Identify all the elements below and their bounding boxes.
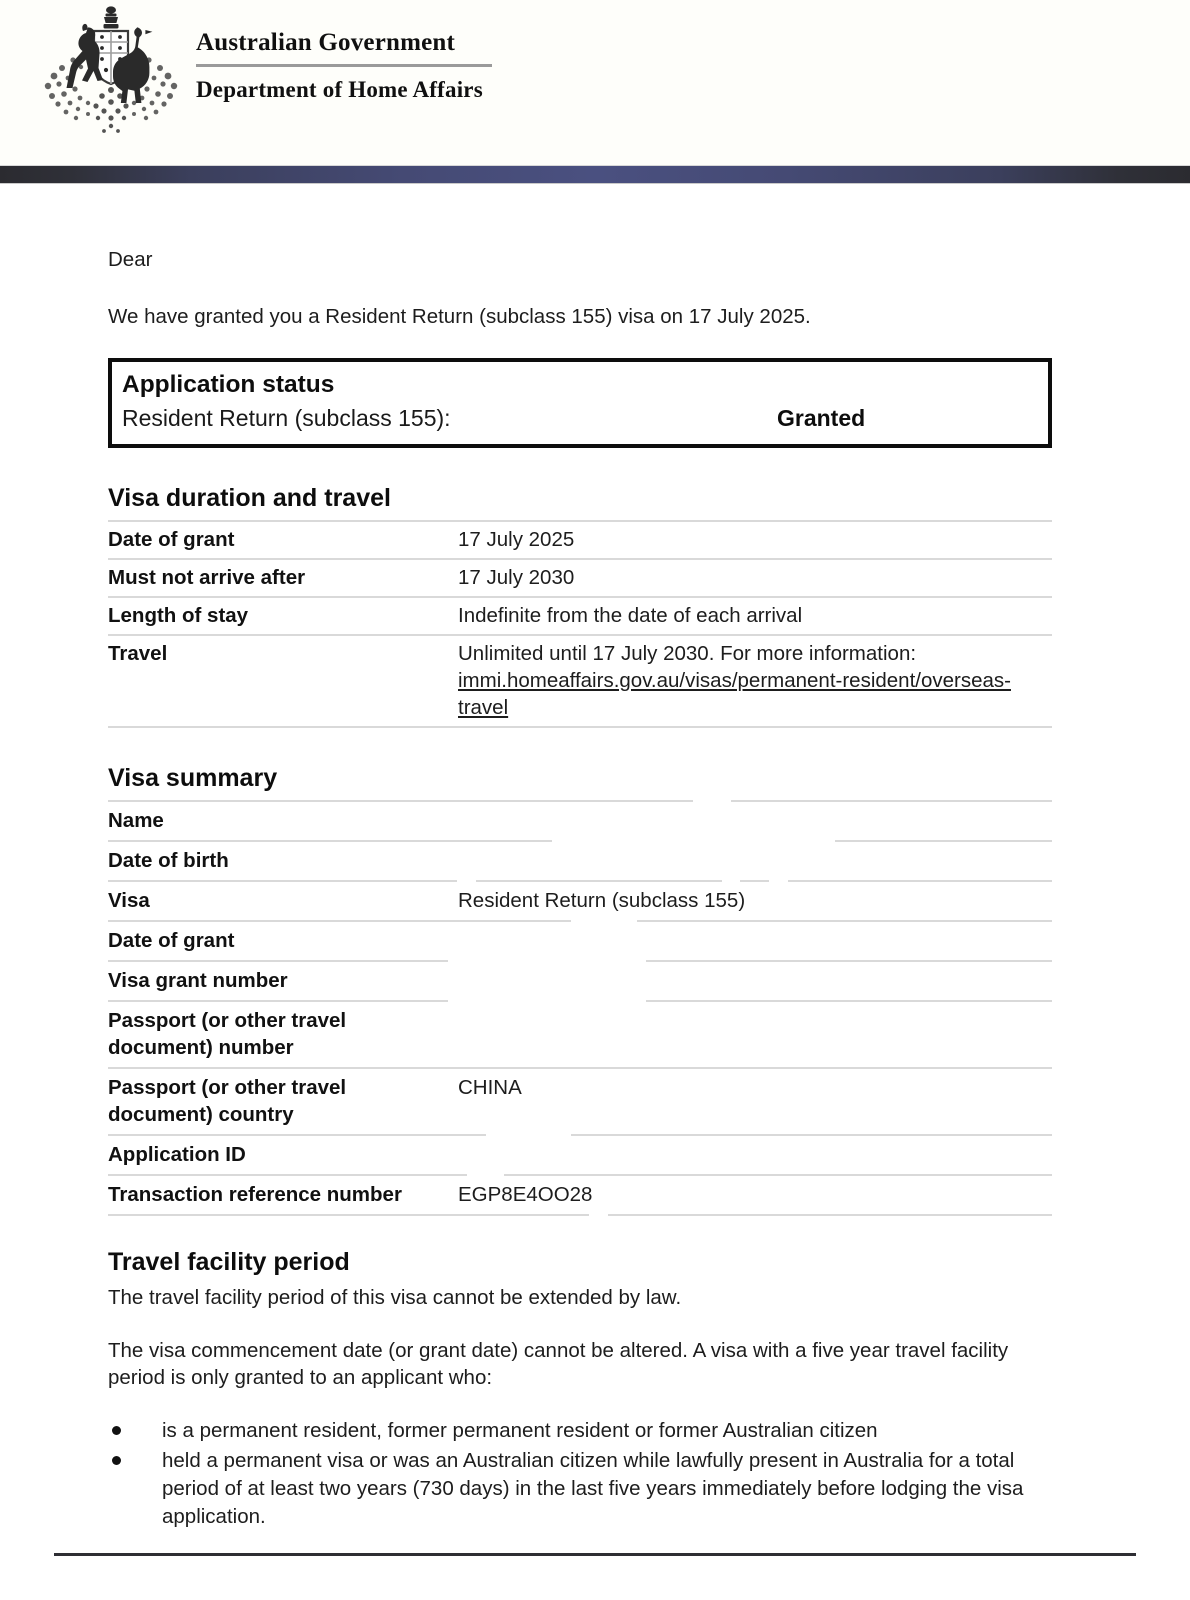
table-row [108,1069,1052,1134]
application-status-label: Resident Return (subclass 155): [122,405,451,431]
application-status-title: Application status [122,371,335,398]
row-label: Passport (or other travel document) number [108,1009,347,1059]
travel-value-text: Unlimited until 17 July 2030. For more information: [458,642,917,665]
row-label: Date of grant [108,929,235,952]
footer-divider [54,1553,1136,1556]
row-value: Resident Return (subclass 155) [458,889,746,912]
row-label: Travel [108,642,168,665]
row-value: CHINA [458,1076,522,1099]
row-value: 17 July 2025 [458,528,575,551]
application-status-box [108,358,1052,448]
table-row [108,842,1052,880]
table-row [108,922,1052,960]
table-row [108,1136,1052,1174]
letterhead [0,0,1190,165]
row-label: Visa [108,889,150,912]
visa-summary-heading: Visa summary [108,764,278,792]
list-item [108,1417,1052,1445]
salutation-text: Dear [108,248,153,271]
visa-summary-section [108,762,1052,1216]
australian-coat-of-arms-icon [32,4,190,136]
row-label: Visa grant number [108,969,288,992]
intro-paragraph: We have granted you a Resident Return (subclass 155) visa on 17 July 2025. [108,305,811,328]
list-item [108,1447,1052,1531]
visa-duration-section [108,482,1052,728]
table-row [108,882,1052,920]
table-row [108,962,1052,1000]
list-item-text: is a permanent resident, former permanent resident or former Australian citizen [162,1419,878,1442]
table-row [108,802,1052,840]
row-label: Must not arrive after [108,566,306,589]
row-value: EGP8E4OO28 [458,1183,593,1206]
travel-facility-paragraph: The visa commencement date (or grant date) cannot be altered. A visa with a five year travel facility period is only granted to an applicant who: [108,1339,1009,1389]
overseas-travel-link[interactable]: immi.homeaffairs.gov.au/visas/permanent-resident/overseas-travel [458,669,1011,719]
row-label: Length of stay [108,604,249,627]
row-value: 17 July 2030 [458,566,575,589]
australian-government-text: Australian Government [196,29,456,56]
row-separator [108,1214,1052,1216]
table-row [108,558,1052,596]
application-status-row [122,402,1038,434]
table-row [108,520,1052,558]
eligibility-bullet-list [108,1417,1052,1531]
row-value [458,640,1052,721]
department-name-text: Department of Home Affairs [196,77,483,102]
travel-facility-section [108,1246,1052,1531]
travel-facility-note: The travel facility period of this visa cannot be extended by law. [108,1286,682,1309]
row-label: Passport (or other travel document) country [108,1076,347,1126]
row-label: Name [108,809,164,832]
row-label: Transaction reference number [108,1183,402,1206]
government-wordmark [196,28,526,104]
bullet-dot-icon [112,1426,121,1435]
table-row [108,1002,1052,1067]
row-label: Date of birth [108,849,229,872]
visa-duration-table [108,520,1052,728]
list-item-text: held a permanent visa or was an Australian citizen while lawfully present in Australia for a total period of at least two years (730 days) in the last five years immediately before lodging the visa application. [162,1449,1024,1528]
table-row [108,1176,1052,1214]
row-label: Application ID [108,1143,246,1166]
travel-facility-heading: Travel facility period [108,1248,350,1276]
bullet-dot-icon [112,1456,121,1465]
table-row [108,596,1052,634]
table-row [108,634,1052,728]
status-badge: Granted [777,405,866,431]
visa-duration-heading: Visa duration and travel [108,484,391,512]
visa-summary-table [108,800,1052,1216]
header-accent-band [0,165,1190,184]
row-label: Date of grant [108,528,235,551]
row-value: Indefinite from the date of each arrival [458,604,803,627]
